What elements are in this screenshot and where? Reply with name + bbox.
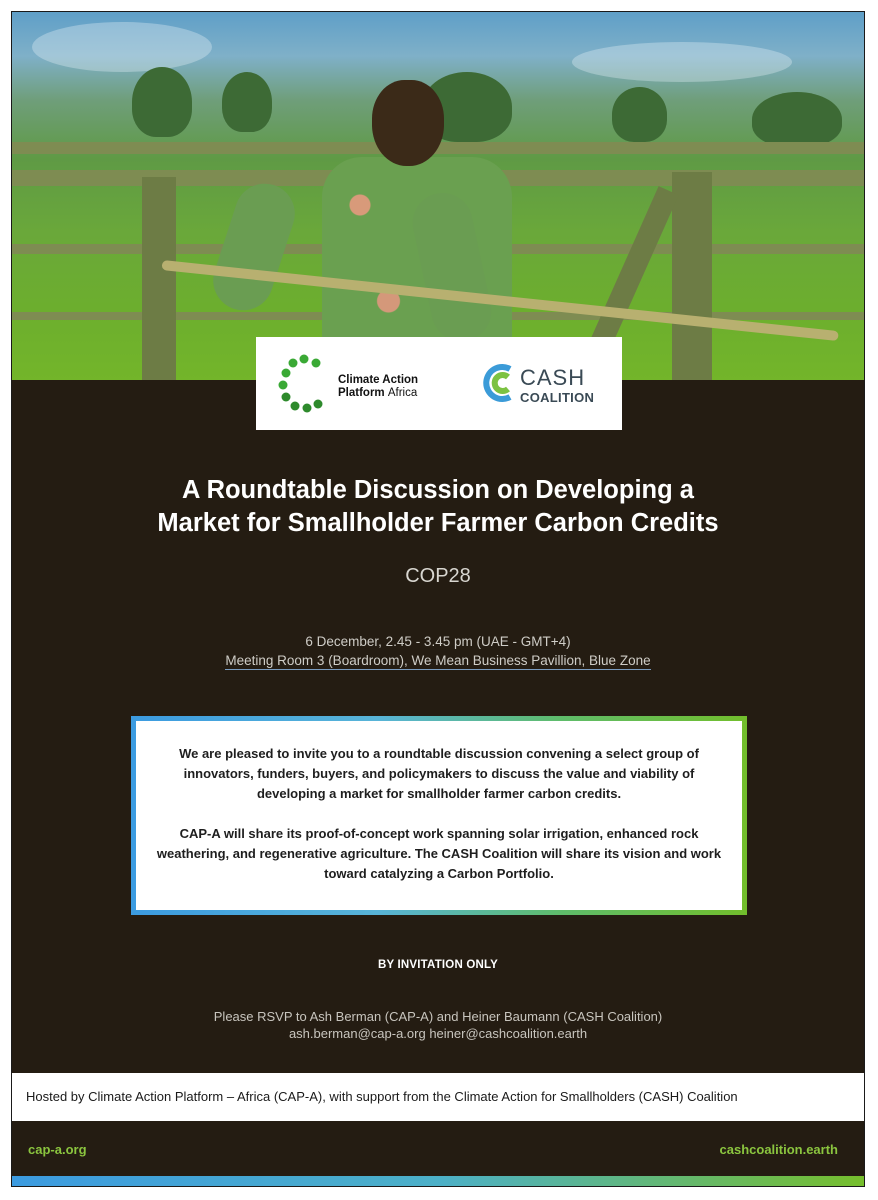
invite-paragraph-2: CAP-A will share its proof-of-concept work spanning solar irrigation, enhanced rock weathering, and regenerative agriculture. The CASH Coalition will share its vision and work toward catalyzing a Carbon Portfolio. xyxy=(156,826,722,881)
logo-box xyxy=(256,337,622,430)
cash-website-link[interactable]: cashcoalition.earth xyxy=(719,1142,838,1157)
invitation-only-label: BY INVITATION ONLY xyxy=(377,959,499,971)
coalition-logo-text: COALITION xyxy=(520,390,595,405)
rsvp-emails[interactable]: ash.berman@cap-a.org heiner@cashcoalition.earth xyxy=(288,1026,588,1041)
event-title: A Roundtable Discussion on Developing a Market for Smallholder Farmer Carbon Credits xyxy=(157,476,719,537)
hero-photo xyxy=(12,12,864,380)
invite-paragraph-1: We are pleased to invite you to a roundtable discussion convening a select group of innovators, funders, buyers, and policymakers to discuss the value and viability of developing a market for smallholder farmer carbon credits. xyxy=(179,746,699,801)
farmer-figure xyxy=(212,52,512,380)
bottom-gradient-bar xyxy=(12,1176,864,1186)
flyer xyxy=(11,11,865,1187)
capa-website-link[interactable]: cap-a.org xyxy=(28,1142,87,1157)
cash-logo-icon xyxy=(480,361,520,405)
rsvp-info: Please RSVP to Ash Berman (CAP-A) and Heiner Baumann (CASH Coalition) ash.berman@cap-a.org heiner@cashcoalition.earth xyxy=(12,1008,864,1042)
event-date: 6 December, 2.45 - 3.45 pm (UAE - GMT+4) xyxy=(305,634,571,649)
event-subtitle: COP28 xyxy=(405,565,471,587)
hosted-by-text: Hosted by Climate Action Platform – Africa (CAP-A), with support from the Climate Action for Smallholders (CASH) Coalition xyxy=(26,1089,738,1104)
hosted-by-banner xyxy=(12,1073,864,1121)
event-venue[interactable]: Meeting Room 3 (Boardroom), We Mean Business Pavillion, Blue Zone xyxy=(225,653,651,668)
cash-logo-text: CASH xyxy=(520,365,586,390)
capa-logo-icon xyxy=(274,353,334,415)
invite-box xyxy=(136,721,742,910)
capa-logo-text: Climate Action Platform Africa xyxy=(338,374,419,399)
